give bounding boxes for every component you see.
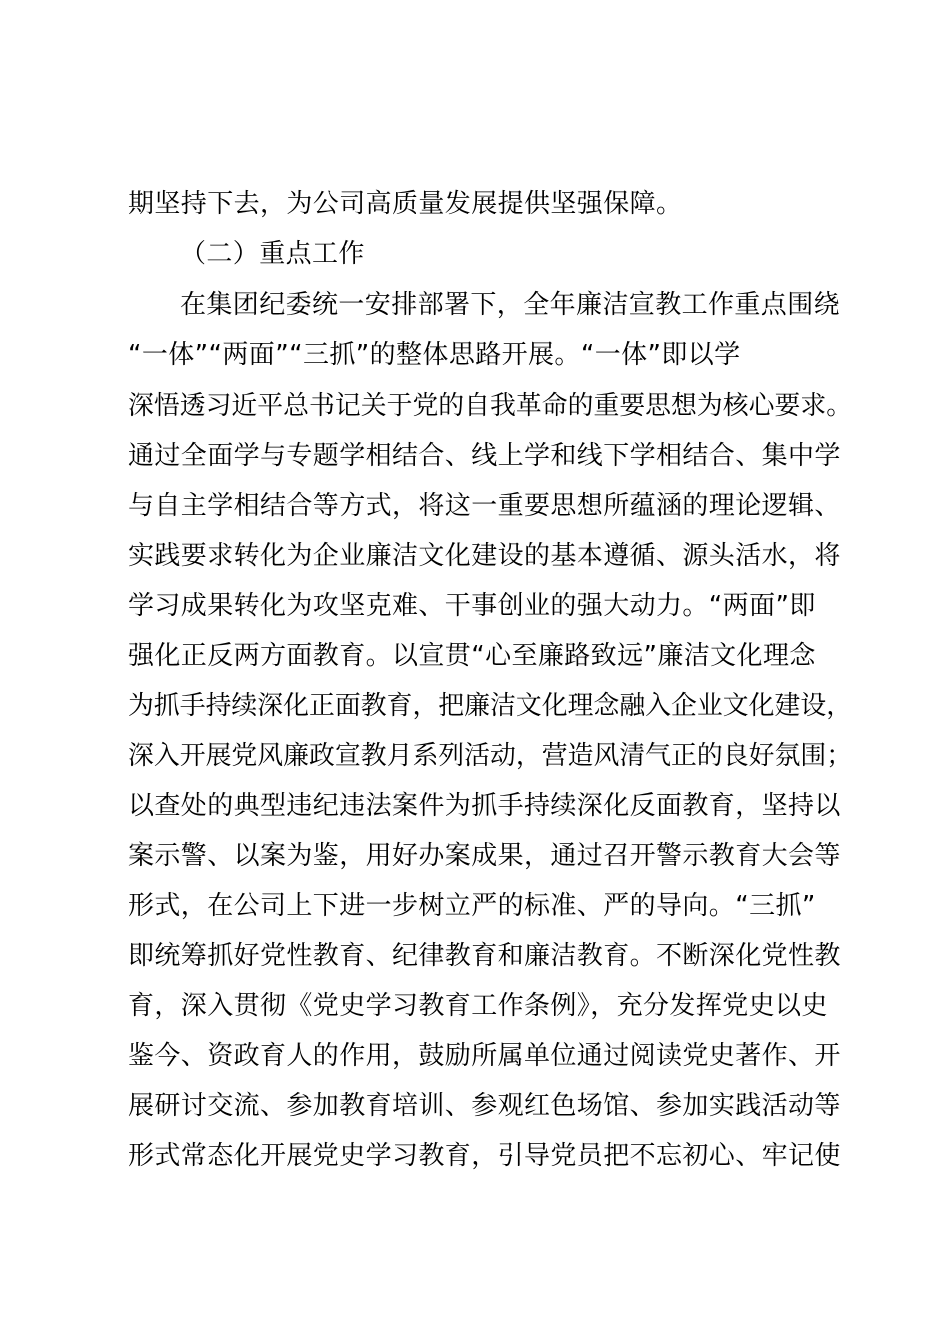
- paragraph-line: 育，深入贯彻《党史学习教育工作条例》，充分发挥党史以史: [128, 991, 828, 1021]
- paragraph-line: 在集团纪委统一安排部署下，全年廉洁宣教工作重点围绕: [180, 290, 841, 320]
- paragraph-line: 通过全面学与专题学相结合、线上学和线下学相结合、集中学: [128, 441, 841, 471]
- paragraph-line: 深悟透习近平总书记关于党的自我革命的重要思想为核心要求。: [128, 391, 853, 421]
- paragraph-line: 为抓手持续深化正面教育，把廉洁文化理念融入企业文化建设，: [128, 691, 853, 721]
- paragraph-line: 与自主学相结合等方式，将这一重要思想所蕴涵的理论逻辑、: [128, 491, 841, 521]
- paragraph-line: 鉴今、资政育人的作用，鼓励所属单位通过阅读党史著作、开: [128, 1041, 841, 1071]
- paragraph-line: 实践要求转化为企业廉洁文化建设的基本遵循、源头活水，将: [128, 541, 841, 571]
- paragraph-line: 强化正反两方面教育。以宣贯“心至廉路致远”廉洁文化理念: [128, 641, 816, 671]
- paragraph-line: 以查处的典型违纪违法案件为抓手持续深化反面教育，坚持以: [128, 791, 841, 821]
- paragraph-line: 深入开展党风廉政宣教月系列活动，营造风清气正的良好氛围；: [128, 741, 853, 771]
- paragraph-line: 案示警、以案为鉴，用好办案成果，通过召开警示教育大会等: [128, 841, 841, 871]
- section-heading: （二）重点工作: [180, 239, 365, 269]
- text-line-continuation: 期坚持下去，为公司高质量发展提供坚强保障。: [128, 189, 683, 219]
- paragraph-line: 展研讨交流、参加教育培训、参观红色场馆、参加实践活动等: [128, 1091, 841, 1121]
- paragraph-line: “一体”“两面”“三抓”的整体思路开展。“一体”即以学: [128, 340, 741, 370]
- paragraph-line: 即统筹抓好党性教育、纪律教育和廉洁教育。不断深化党性教: [128, 941, 841, 971]
- paragraph-line: 学习成果转化为攻坚克难、干事创业的强大动力。“两面”即: [128, 591, 816, 621]
- paragraph-line: 形式，在公司上下进一步树立严的标准、严的导向。“三抓”: [128, 891, 816, 921]
- paragraph-line: 形式常态化开展党史学习教育，引导党员把不忘初心、牢记使: [128, 1141, 841, 1171]
